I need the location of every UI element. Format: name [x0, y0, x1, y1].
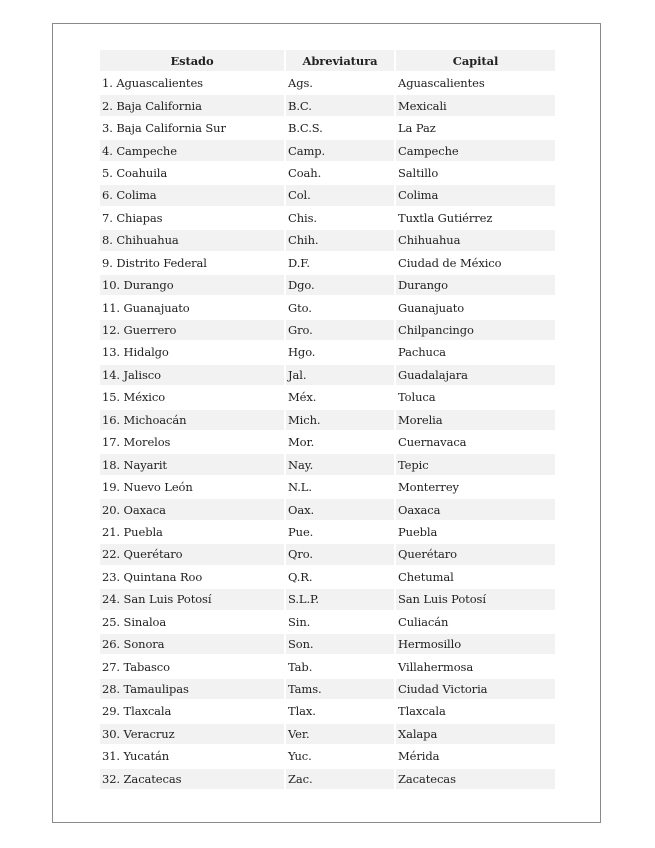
- cell-capital: Hermosillo: [394, 634, 555, 654]
- table-row: [100, 95, 555, 115]
- cell-capital: Guanajuato: [394, 297, 555, 317]
- table-row: [100, 387, 555, 407]
- cell-estado: 6. Colima: [100, 185, 284, 205]
- cell-capital: Aguascalientes: [394, 73, 555, 93]
- table-row: [100, 701, 555, 721]
- cell-capital: Mexicali: [394, 95, 555, 115]
- cell-abreviatura: Sin.: [284, 612, 394, 632]
- cell-capital: Toluca: [394, 387, 555, 407]
- cell-capital: Chihuahua: [394, 230, 555, 250]
- cell-abreviatura: Gro.: [284, 320, 394, 340]
- cell-estado: 25. Sinaloa: [102, 614, 167, 629]
- cell-estado: 23. Quintana Roo: [102, 569, 203, 584]
- cell-estado: 17. Morelos: [102, 435, 171, 450]
- table-row: [100, 140, 555, 160]
- cell-abreviatura: S.L.P.: [284, 589, 394, 609]
- table-row: [100, 769, 555, 789]
- table-row: [100, 297, 555, 317]
- cell-estado: 22. Querétaro: [100, 544, 284, 564]
- cell-capital: Villahermosa: [394, 656, 555, 676]
- cell-abreviatura: Gto.: [284, 297, 394, 317]
- cell-estado: 20. Oaxaca: [100, 499, 284, 519]
- table-row: [100, 342, 555, 362]
- table-row: [100, 185, 555, 205]
- header-abreviatura: Abreviatura: [284, 50, 394, 71]
- cell-capital: Colima: [394, 185, 555, 205]
- cell-capital: Tlaxcala: [394, 701, 555, 721]
- cell-estado: 7. Chiapas: [102, 210, 163, 225]
- cell-abreviatura: Camp.: [284, 140, 394, 160]
- table-row: [100, 522, 555, 542]
- table-row: [100, 612, 555, 632]
- cell-abreviatura: Ver.: [284, 724, 394, 744]
- cell-abreviatura: Oax.: [284, 499, 394, 519]
- cell-abreviatura: Tlax.: [284, 701, 394, 721]
- table-row: [100, 230, 555, 250]
- table-row: [100, 679, 555, 699]
- cell-estado: 3. Baja California Sur: [102, 121, 226, 136]
- cell-estado: 28. Tamaulipas: [100, 679, 284, 699]
- cell-capital: Tepic: [394, 454, 555, 474]
- document-page: [52, 23, 601, 823]
- cell-capital: Monterrey: [394, 477, 555, 497]
- table-row: [100, 208, 555, 228]
- cell-estado: 1. Aguascalientes: [102, 76, 203, 91]
- cell-estado: 30. Veracruz: [100, 724, 284, 744]
- cell-abreviatura: Son.: [284, 634, 394, 654]
- cell-estado: 2. Baja California: [100, 95, 284, 115]
- cell-abreviatura: Qro.: [284, 544, 394, 564]
- cell-abreviatura: B.C.S.: [284, 118, 394, 138]
- cell-abreviatura: Jal.: [284, 365, 394, 385]
- cell-capital: Puebla: [394, 522, 555, 542]
- cell-capital: Durango: [394, 275, 555, 295]
- cell-abreviatura: Yuc.: [284, 746, 394, 766]
- cell-abreviatura: Chis.: [284, 208, 394, 228]
- table-row: [100, 410, 555, 430]
- table-row: [100, 365, 555, 385]
- cell-estado: 9. Distrito Federal: [102, 255, 207, 270]
- cell-abreviatura: Coah.: [284, 163, 394, 183]
- cell-capital: Campeche: [394, 140, 555, 160]
- table-header-row: [100, 50, 555, 71]
- table-row: [100, 589, 555, 609]
- table-row: [100, 567, 555, 587]
- cell-estado: 32. Zacatecas: [100, 769, 284, 789]
- cell-abreviatura: Tams.: [284, 679, 394, 699]
- cell-capital: Ciudad de México: [394, 253, 555, 273]
- table-row: [100, 73, 555, 93]
- cell-abreviatura: Méx.: [284, 387, 394, 407]
- cell-estado: 13. Hidalgo: [102, 345, 169, 360]
- table-row: [100, 499, 555, 519]
- cell-estado: 11. Guanajuato: [102, 300, 190, 315]
- table-row: [100, 432, 555, 452]
- cell-abreviatura: Hgo.: [284, 342, 394, 362]
- header-estado: Estado: [100, 50, 284, 71]
- cell-abreviatura: Mor.: [284, 432, 394, 452]
- table-row: [100, 477, 555, 497]
- cell-abreviatura: D.F.: [284, 253, 394, 273]
- cell-abreviatura: Q.R.: [284, 567, 394, 587]
- cell-estado: 8. Chihuahua: [100, 230, 284, 250]
- cell-abreviatura: Chih.: [284, 230, 394, 250]
- cell-capital: Oaxaca: [394, 499, 555, 519]
- cell-estado: 16. Michoacán: [100, 410, 284, 430]
- cell-abreviatura: Tab.: [284, 656, 394, 676]
- cell-estado: 4. Campeche: [100, 140, 284, 160]
- cell-capital: Zacatecas: [394, 769, 555, 789]
- cell-estado: 18. Nayarit: [100, 454, 284, 474]
- cell-capital: San Luis Potosí: [394, 589, 555, 609]
- cell-estado: 5. Coahuila: [102, 165, 168, 180]
- table-row: [100, 746, 555, 766]
- table-body: [100, 73, 555, 789]
- cell-capital: Morelia: [394, 410, 555, 430]
- cell-estado: 24. San Luis Potosí: [100, 589, 284, 609]
- cell-estado: 15. México: [102, 390, 166, 405]
- cell-estado: 12. Guerrero: [100, 320, 284, 340]
- cell-estado: 10. Durango: [100, 275, 284, 295]
- table-row: [100, 275, 555, 295]
- cell-capital: La Paz: [394, 118, 555, 138]
- table-row: [100, 724, 555, 744]
- table-row: [100, 118, 555, 138]
- cell-capital: Tuxtla Gutiérrez: [394, 208, 555, 228]
- cell-capital: Querétaro: [394, 544, 555, 564]
- table-row: [100, 544, 555, 564]
- cell-abreviatura: Col.: [284, 185, 394, 205]
- header-capital: Capital: [394, 50, 555, 71]
- cell-capital: Chetumal: [394, 567, 555, 587]
- states-table: [100, 48, 555, 791]
- cell-estado: 29. Tlaxcala: [102, 704, 172, 719]
- table-row: [100, 634, 555, 654]
- cell-abreviatura: B.C.: [284, 95, 394, 115]
- table-row: [100, 253, 555, 273]
- cell-capital: Culiacán: [394, 612, 555, 632]
- cell-capital: Pachuca: [394, 342, 555, 362]
- table-row: [100, 320, 555, 340]
- cell-capital: Ciudad Victoria: [394, 679, 555, 699]
- cell-capital: Mérida: [394, 746, 555, 766]
- cell-abreviatura: Zac.: [284, 769, 394, 789]
- cell-capital: Chilpancingo: [394, 320, 555, 340]
- table-row: [100, 656, 555, 676]
- cell-capital: Guadalajara: [394, 365, 555, 385]
- table-row: [100, 454, 555, 474]
- cell-estado: 14. Jalisco: [100, 365, 284, 385]
- cell-abreviatura: Ags.: [284, 73, 394, 93]
- cell-abreviatura: Dgo.: [284, 275, 394, 295]
- table-row: [100, 163, 555, 183]
- cell-capital: Saltillo: [394, 163, 555, 183]
- cell-capital: Cuernavaca: [394, 432, 555, 452]
- cell-estado: 21. Puebla: [102, 524, 163, 539]
- cell-abreviatura: Mich.: [284, 410, 394, 430]
- cell-capital: Xalapa: [394, 724, 555, 744]
- cell-estado: 19. Nuevo León: [102, 480, 193, 495]
- cell-estado: 27. Tabasco: [102, 659, 170, 674]
- cell-abreviatura: N.L.: [284, 477, 394, 497]
- cell-estado: 26. Sonora: [100, 634, 284, 654]
- cell-abreviatura: Pue.: [284, 522, 394, 542]
- cell-estado: 31. Yucatán: [102, 749, 170, 764]
- cell-abreviatura: Nay.: [284, 454, 394, 474]
